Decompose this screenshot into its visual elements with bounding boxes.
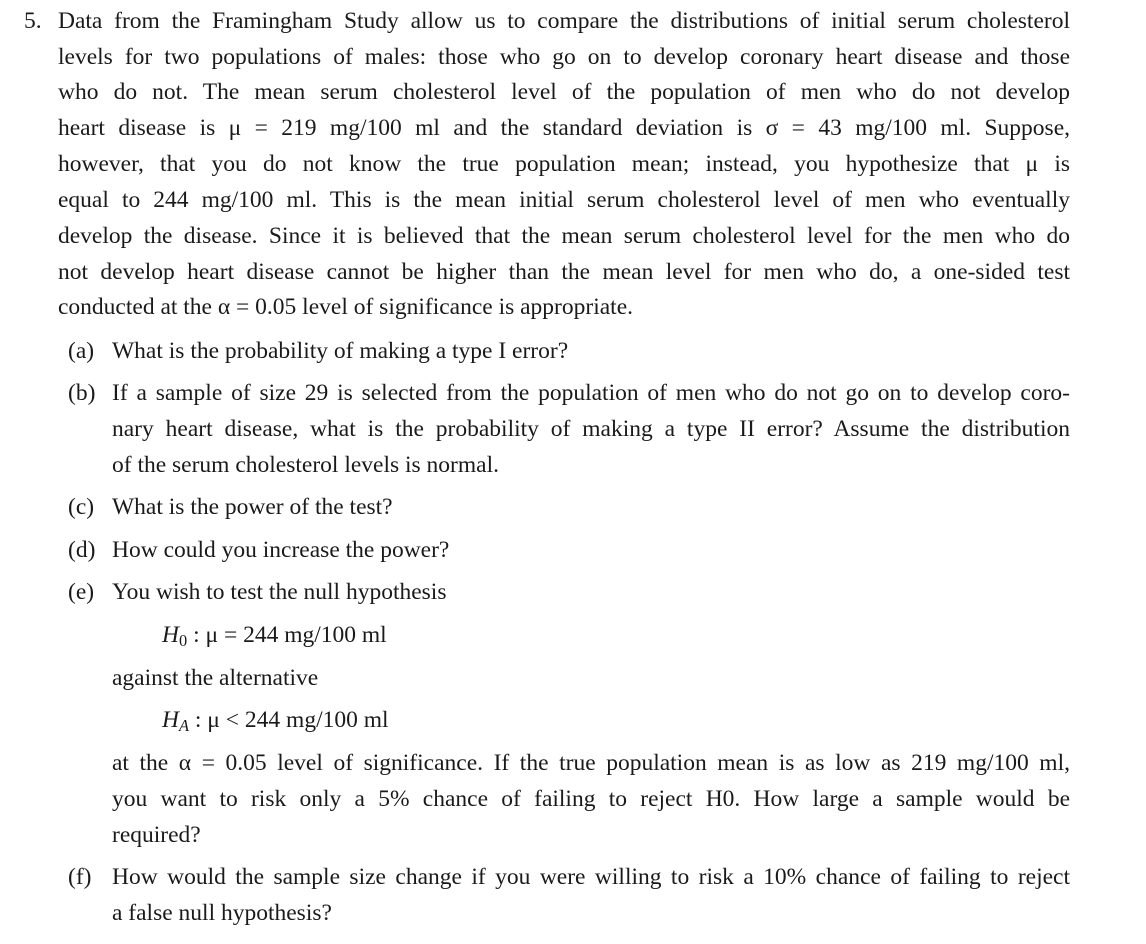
part-e-text: you want to risk only a 5% chance of failing to reject H0. How large a sample would be — [112, 786, 1070, 812]
part-b-text: of the serum cholesterol levels is normal. — [112, 452, 499, 478]
intro-line: who do not. The mean serum cholesterol level of the population of men who do not develop — [58, 79, 1070, 105]
ha-subscript: A — [178, 716, 190, 736]
part-e-text: against the alternative — [112, 665, 319, 691]
intro-line: not develop heart disease cannot be higher than the mean level for men who do, a one-sided test — [58, 259, 1070, 285]
part-d-text: How could you increase the power? — [112, 537, 450, 563]
h0-symbol: H — [162, 622, 179, 648]
part-b-label: (b) — [68, 380, 96, 406]
part-f-text: a false null hypothesis? — [112, 900, 332, 926]
part-f-text: How would the sample size change if you were willing to risk a 10% chance of failing to reject — [112, 864, 1070, 890]
ha-relation: : μ < 244 mg/100 ml — [189, 707, 389, 733]
part-e-text: at the α = 0.05 level of significance. If the true population mean is as low as 219 mg/100 ml, — [112, 750, 1070, 776]
part-e-text: required? — [112, 822, 201, 848]
part-a-label: (a) — [68, 338, 95, 364]
intro-line: conducted at the α = 0.05 level of significance is appropriate. — [58, 294, 634, 320]
ha-symbol: H — [162, 707, 179, 733]
h0-subscript: 0 — [178, 631, 188, 651]
alternative-hypothesis — [162, 705, 389, 741]
part-b-text: If a sample of size 29 is selected from the population of men who do not go on to develop coro- — [112, 380, 1070, 406]
part-c-label: (c) — [68, 494, 95, 520]
part-a-text: What is the probability of making a type I error? — [112, 338, 569, 364]
intro-line: levels for two populations of males: those who go on to develop coronary heart disease and those — [58, 44, 1070, 70]
intro-line: Data from the Framingham Study allow us to compare the distributions of initial serum cholesterol — [58, 8, 1070, 34]
intro-line: develop the disease. Since it is believed that the mean serum cholesterol level for the men who do — [58, 223, 1070, 249]
intro-line: equal to 244 mg/100 ml. This is the mean initial serum cholesterol level of men who eventually — [58, 187, 1070, 213]
intro-line: however, that you do not know the true population mean; instead, you hypothesize that μ is — [58, 151, 1070, 177]
part-d-label: (d) — [68, 537, 96, 563]
intro-line: heart disease is μ = 219 mg/100 ml and the standard deviation is σ = 43 mg/100 ml. Suppose, — [58, 115, 1070, 141]
problem-number: 5. — [24, 8, 42, 34]
h0-relation: : μ = 244 mg/100 ml — [187, 622, 387, 648]
part-e-text: You wish to test the null hypothesis — [112, 579, 447, 605]
null-hypothesis — [162, 620, 387, 656]
part-c-text: What is the power of the test? — [112, 494, 393, 520]
part-f-label: (f) — [68, 864, 92, 890]
part-e-label: (e) — [68, 579, 95, 605]
part-b-text: nary heart disease, what is the probability of making a type II error? Assume the distribution — [112, 416, 1070, 442]
